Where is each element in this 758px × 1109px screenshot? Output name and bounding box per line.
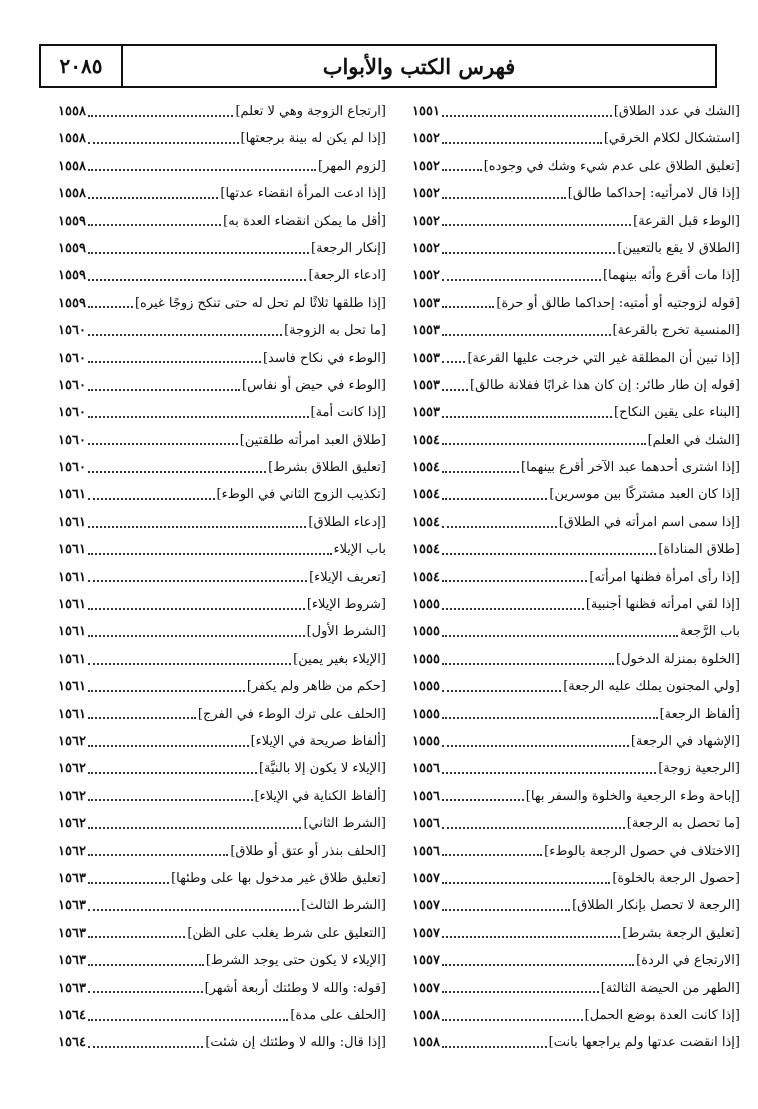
entry-title: [إذا اشترى أحدهما عبد الآخر أقرع بينهما] bbox=[521, 460, 740, 476]
entry-page-number: ١٥٥٩ bbox=[58, 240, 86, 256]
index-entry bbox=[412, 317, 740, 344]
entry-title: [حصول الرجعة بالخلوة] bbox=[612, 870, 740, 886]
entry-page-number: ١٥٦٣ bbox=[58, 953, 86, 969]
entry-page-number: ١٥٥٥ bbox=[412, 651, 440, 667]
entry-title: [ادعاء الرجعة] bbox=[308, 268, 386, 284]
entry-title: [الإيلاء لا يكون إلا بالنيَّة] bbox=[258, 761, 386, 777]
dot-leader bbox=[442, 854, 542, 856]
dot-leader bbox=[442, 580, 587, 582]
entry-page-number: ١٥٥١ bbox=[412, 104, 440, 119]
entry-page-number: ١٥٦١ bbox=[58, 679, 86, 695]
dot-leader bbox=[442, 608, 584, 610]
entry-page-number: ١٥٥٦ bbox=[412, 788, 440, 804]
entry-page-number: ١٥٥٣ bbox=[412, 323, 440, 339]
entry-page-number: ١٥٥٢ bbox=[412, 131, 440, 147]
entry-title: [إذا قال لامرأتيه: إحداكما طالق] bbox=[567, 186, 740, 202]
entry-page-number: ١٥٦٢ bbox=[58, 733, 86, 749]
index-entry bbox=[58, 618, 386, 645]
entry-page-number: ١٥٦١ bbox=[58, 514, 86, 530]
entry-title: [الشك في عدد الطلاق] bbox=[613, 104, 740, 119]
entry-title: [قوله: والله لا وطئتك أربعة أشهر] bbox=[204, 980, 386, 996]
entry-title: [إذا ادعت المرأة انقضاء عدتها] bbox=[220, 186, 386, 202]
index-entry bbox=[412, 755, 740, 782]
entry-page-number: ١٥٦١ bbox=[58, 624, 86, 640]
entry-page-number: ١٥٥٧ bbox=[412, 980, 440, 996]
entry-title: [الإيلاء بغير يمين] bbox=[293, 651, 386, 667]
entry-title: [الشرط الثاني] bbox=[303, 816, 386, 832]
entry-page-number: ١٥٥٨ bbox=[58, 104, 86, 119]
index-entry bbox=[58, 153, 386, 180]
dot-leader bbox=[442, 498, 547, 500]
dot-leader bbox=[442, 471, 519, 473]
dot-leader bbox=[442, 334, 611, 336]
entry-page-number: ١٥٥٦ bbox=[412, 843, 440, 859]
entry-page-number: ١٥٦١ bbox=[58, 651, 86, 667]
entry-title: [الإيلاء لا يكون حتى يوجد الشرط] bbox=[205, 953, 386, 969]
index-entry bbox=[412, 892, 740, 919]
entry-title: [البناء على يقين النكاح] bbox=[614, 405, 740, 421]
dot-leader bbox=[88, 799, 253, 801]
dot-leader bbox=[88, 526, 306, 528]
index-entry bbox=[412, 290, 740, 317]
entry-title: [إدعاء الطلاق] bbox=[308, 514, 386, 530]
entry-page-number: ١٥٥٦ bbox=[412, 761, 440, 777]
index-entry bbox=[58, 481, 386, 508]
dot-leader bbox=[88, 580, 307, 582]
entry-page-number: ١٥٦١ bbox=[58, 706, 86, 722]
dot-leader bbox=[442, 224, 631, 226]
index-entry bbox=[412, 783, 740, 810]
index-entry bbox=[58, 180, 386, 207]
entry-title: [ألفاظ الرجعة] bbox=[659, 706, 740, 722]
entry-page-number: ١٥٥٢ bbox=[412, 213, 440, 229]
index-entry bbox=[412, 947, 740, 974]
dot-leader bbox=[442, 526, 557, 528]
dot-leader bbox=[88, 389, 240, 391]
dot-leader bbox=[88, 745, 249, 747]
entry-page-number: ١٥٥٥ bbox=[412, 624, 440, 640]
entry-page-number: ١٥٦٣ bbox=[58, 925, 86, 941]
index-entry bbox=[412, 427, 740, 454]
entry-page-number: ١٥٦٢ bbox=[58, 761, 86, 777]
dot-leader bbox=[88, 1046, 203, 1048]
index-entry bbox=[58, 920, 386, 947]
index-entry bbox=[58, 564, 386, 591]
entry-page-number: ١٥٥٤ bbox=[412, 432, 440, 448]
index-entry bbox=[58, 208, 386, 235]
entry-page-number: ١٥٥٩ bbox=[58, 295, 86, 311]
dot-leader bbox=[442, 1019, 583, 1021]
entry-page-number: ١٥٥٣ bbox=[412, 295, 440, 311]
entry-title: [الوطء في حيض أو نفاس] bbox=[242, 377, 386, 393]
dot-leader bbox=[442, 772, 656, 774]
dot-leader bbox=[88, 663, 291, 665]
entry-title: [إذا انقضت عدتها ولم يراجعها بانت] bbox=[548, 1035, 740, 1051]
index-entry bbox=[58, 673, 386, 700]
entry-title: [إذا لم يكن له بينة برجعتها] bbox=[240, 131, 386, 147]
entry-title: [إذا تبين أن المطلقة غير التي خرجت عليها القرعة] bbox=[467, 350, 740, 366]
entry-page-number: ١٥٥٣ bbox=[412, 350, 440, 366]
index-entry bbox=[58, 701, 386, 728]
index-entry bbox=[58, 372, 386, 399]
dot-leader bbox=[88, 416, 309, 418]
entry-title: [طلاق المناداة] bbox=[658, 542, 740, 558]
dot-leader bbox=[88, 142, 239, 144]
index-entry bbox=[412, 810, 740, 837]
entry-title: [تعليق الطلاق بشرط] bbox=[268, 460, 386, 476]
index-entry bbox=[58, 646, 386, 673]
index-entry bbox=[412, 536, 740, 563]
index-entry bbox=[58, 783, 386, 810]
entry-title: [الشك في العلم] bbox=[647, 432, 740, 448]
entry-page-number: ١٥٦٣ bbox=[58, 898, 86, 914]
index-entry bbox=[412, 454, 740, 481]
dot-leader bbox=[442, 964, 634, 966]
index-entry bbox=[412, 481, 740, 508]
index-entry bbox=[58, 728, 386, 755]
entry-page-number: ١٥٦٠ bbox=[58, 323, 86, 339]
index-entry bbox=[58, 454, 386, 481]
entry-page-number: ١٥٦٠ bbox=[58, 350, 86, 366]
index-entry bbox=[58, 399, 386, 426]
dot-leader bbox=[442, 991, 599, 993]
dot-leader bbox=[88, 443, 238, 445]
entry-title: [الرجعية زوجة] bbox=[658, 761, 740, 777]
entry-title: باب الإيلاء bbox=[333, 542, 386, 558]
dot-leader bbox=[88, 936, 185, 938]
dot-leader bbox=[88, 608, 305, 610]
dot-leader bbox=[442, 799, 524, 801]
dot-leader bbox=[442, 635, 678, 637]
entry-page-number: ١٥٥٦ bbox=[412, 816, 440, 832]
entry-page-number: ١٥٥٣ bbox=[412, 405, 440, 421]
entry-page-number: ١٥٦٠ bbox=[58, 432, 86, 448]
dot-leader bbox=[88, 964, 204, 966]
dot-leader bbox=[442, 717, 658, 719]
right-column bbox=[412, 98, 740, 1083]
dot-leader bbox=[88, 635, 305, 637]
index-entry bbox=[412, 509, 740, 536]
entry-page-number: ١٥٥٢ bbox=[412, 240, 440, 256]
index-entry bbox=[412, 728, 740, 755]
index-entry bbox=[412, 564, 740, 591]
entry-page-number: ١٥٦٠ bbox=[58, 460, 86, 476]
dot-leader bbox=[442, 142, 602, 144]
page-number: ٢٠٨٥ bbox=[41, 46, 123, 86]
entry-page-number: ١٥٥٨ bbox=[58, 131, 86, 147]
dot-leader bbox=[88, 197, 218, 199]
dot-leader bbox=[442, 1046, 547, 1048]
entry-page-number: ١٥٦٠ bbox=[58, 377, 86, 393]
entry-title: [قوله إن طار طائر: إن كان هذا غرابًا ففلانة طالق] bbox=[470, 377, 740, 393]
dot-leader bbox=[88, 690, 245, 692]
dot-leader bbox=[88, 115, 234, 117]
entry-page-number: ١٥٥٢ bbox=[412, 158, 440, 174]
entry-title: [ألفاظ الكناية في الإيلاء] bbox=[254, 788, 386, 804]
entry-page-number: ١٥٦١ bbox=[58, 487, 86, 503]
entry-page-number: ١٥٥٧ bbox=[412, 953, 440, 969]
entry-page-number: ١٥٦٢ bbox=[58, 788, 86, 804]
index-entry bbox=[412, 646, 740, 673]
entry-page-number: ١٥٥٨ bbox=[58, 186, 86, 202]
index-entry bbox=[412, 235, 740, 262]
entry-page-number: ١٥٦٣ bbox=[58, 870, 86, 886]
dot-leader bbox=[88, 224, 221, 226]
entry-title: [أقل ما يمكن انقضاء العدة به] bbox=[223, 213, 386, 229]
entry-title: [تكذيب الزوج الثاني في الوطء] bbox=[216, 487, 386, 503]
dot-leader bbox=[88, 553, 332, 555]
entry-page-number: ١٥٥٩ bbox=[58, 213, 86, 229]
entry-title: [إذا سمى اسم امرأته في الطلاق] bbox=[558, 514, 740, 530]
entry-title: [الطهر من الحيضة الثالثة] bbox=[600, 980, 740, 996]
entry-title: [ما تحل به الزوجة] bbox=[284, 323, 386, 339]
entry-title: [حكم من ظاهر ولم يكفر] bbox=[246, 679, 386, 695]
entry-title: [الإشهاد في الرجعة] bbox=[630, 733, 740, 749]
index-entry bbox=[412, 1002, 740, 1029]
index-entry bbox=[412, 673, 740, 700]
dot-leader bbox=[88, 334, 282, 336]
entry-page-number: ١٥٥٧ bbox=[412, 925, 440, 941]
entry-title: [شروط الإيلاء] bbox=[306, 597, 386, 613]
index-columns bbox=[58, 98, 740, 1083]
index-entry bbox=[58, 125, 386, 152]
entry-title: [الشرط الثالث] bbox=[301, 898, 386, 914]
dot-leader bbox=[442, 827, 625, 829]
entry-title: [الرجعة لا تحصل بإنكار الطلاق] bbox=[572, 898, 740, 914]
index-entry bbox=[58, 262, 386, 289]
entry-title: [تعليق الرجعة بشرط] bbox=[622, 925, 740, 941]
dot-leader bbox=[88, 827, 302, 829]
index-entry bbox=[58, 838, 386, 865]
entry-title: [إذا لقي امرأته فظنها أجنبية] bbox=[585, 597, 740, 613]
dot-leader bbox=[88, 252, 309, 254]
index-entry bbox=[412, 208, 740, 235]
entry-page-number: ١٥٥٥ bbox=[412, 706, 440, 722]
index-entry bbox=[58, 755, 386, 782]
entry-title: [لزوم المهر] bbox=[318, 158, 386, 174]
entry-title: [الوطء قبل القرعة] bbox=[633, 213, 740, 229]
entry-title: [الشرط الأول] bbox=[306, 624, 386, 640]
entry-title: [الاختلاف في حصول الرجعة بالوطء] bbox=[544, 843, 740, 859]
dot-leader bbox=[442, 115, 612, 117]
entry-page-number: ١٥٥٨ bbox=[412, 1007, 440, 1023]
entry-title: [الوطء في نكاح فاسد] bbox=[262, 350, 386, 366]
entry-title: [ألفاظ صريحة في الإيلاء] bbox=[250, 733, 386, 749]
entry-title: [تعليق الطلاق على عدم شيء وشك في وجوده] bbox=[483, 158, 740, 174]
entry-title: [الخلوة بمنزلة الدخول] bbox=[616, 651, 740, 667]
entry-page-number: ١٥٥٤ bbox=[412, 569, 440, 585]
entry-page-number: ١٥٦٢ bbox=[58, 816, 86, 832]
entry-title: [إذا رأى امرأة فظنها امرأته] bbox=[589, 569, 740, 585]
entry-title: [طلاق العبد امرأته طلقتين] bbox=[239, 432, 386, 448]
entry-title: [الحلف على مدة] bbox=[290, 1007, 386, 1023]
dot-leader bbox=[442, 936, 620, 938]
index-entry bbox=[58, 98, 386, 125]
index-entry bbox=[412, 865, 740, 892]
entry-title: باب الرَّجعة bbox=[680, 624, 740, 640]
dot-leader bbox=[88, 854, 228, 856]
entry-page-number: ١٥٥٤ bbox=[412, 487, 440, 503]
entry-title: [التعليق على شرط يغلب على الظن] bbox=[187, 925, 386, 941]
entry-title: [إذا مات أقرع وأثه بينهما] bbox=[602, 268, 740, 284]
index-entry bbox=[58, 317, 386, 344]
entry-title: [إذا كانت أمة] bbox=[310, 405, 386, 421]
index-entry bbox=[58, 235, 386, 262]
dot-leader bbox=[442, 663, 614, 665]
entry-page-number: ١٥٥٥ bbox=[412, 679, 440, 695]
dot-leader bbox=[442, 279, 601, 281]
entry-page-number: ١٥٦١ bbox=[58, 569, 86, 585]
index-entry bbox=[58, 290, 386, 317]
dot-leader bbox=[442, 443, 646, 445]
entry-page-number: ١٥٦٤ bbox=[58, 1035, 86, 1051]
index-entry bbox=[58, 865, 386, 892]
entry-page-number: ١٥٦١ bbox=[58, 542, 86, 558]
entry-page-number: ١٥٥٣ bbox=[412, 377, 440, 393]
index-entry bbox=[412, 125, 740, 152]
dot-leader bbox=[88, 279, 307, 281]
dot-leader bbox=[88, 169, 316, 171]
dot-leader bbox=[442, 361, 466, 363]
entry-title: [إذا قال: والله لا وطئتك إن شئت] bbox=[205, 1035, 386, 1051]
entry-page-number: ١٥٥٢ bbox=[412, 268, 440, 284]
entry-page-number: ١٥٥٤ bbox=[412, 460, 440, 476]
entry-title: [ارتجاع الزوجة وهي لا تعلم] bbox=[235, 104, 386, 119]
entry-title: [تعريف الإيلاء] bbox=[309, 569, 386, 585]
entry-title: [قوله لزوجتيه أو أمتيه: إحداكما طالق أو حرة] bbox=[496, 295, 740, 311]
entry-page-number: ١٥٥٥ bbox=[412, 733, 440, 749]
dot-leader bbox=[442, 882, 610, 884]
entry-title: [الارتجاع في الردة] bbox=[636, 953, 740, 969]
dot-leader bbox=[442, 416, 612, 418]
index-entry bbox=[412, 345, 740, 372]
index-entry bbox=[58, 892, 386, 919]
dot-leader bbox=[88, 909, 299, 911]
entry-page-number: ١٥٥٤ bbox=[412, 542, 440, 558]
dot-leader bbox=[442, 553, 656, 555]
entry-title: [الحلف على ترك الوطء في الفرج] bbox=[197, 706, 386, 722]
index-entry bbox=[412, 180, 740, 207]
entry-page-number: ١٥٦١ bbox=[58, 597, 86, 613]
entry-page-number: ١٥٥٨ bbox=[412, 1035, 440, 1051]
dot-leader bbox=[88, 1019, 288, 1021]
entry-page-number: ١٥٦٤ bbox=[58, 1007, 86, 1023]
index-entry bbox=[58, 536, 386, 563]
dot-leader bbox=[88, 772, 257, 774]
dot-leader bbox=[442, 909, 570, 911]
dot-leader bbox=[88, 306, 133, 308]
index-entry bbox=[412, 153, 740, 180]
index-entry bbox=[412, 1029, 740, 1056]
entry-title: [الطلاق لا يقع بالتعيين] bbox=[617, 240, 740, 256]
dot-leader bbox=[88, 991, 203, 993]
dot-leader bbox=[88, 882, 169, 884]
index-entry bbox=[58, 975, 386, 1002]
index-entry bbox=[58, 947, 386, 974]
index-entry bbox=[412, 372, 740, 399]
index-entry bbox=[412, 975, 740, 1002]
entry-page-number: ١٥٥٢ bbox=[412, 186, 440, 202]
page-header bbox=[39, 44, 717, 88]
entry-page-number: ١٥٥٧ bbox=[412, 898, 440, 914]
index-entry bbox=[58, 509, 386, 536]
entry-page-number: ١٥٦٢ bbox=[58, 843, 86, 859]
dot-leader bbox=[88, 717, 196, 719]
index-entry bbox=[58, 591, 386, 618]
index-entry bbox=[412, 618, 740, 645]
entry-title: [إذا كان العبد مشتركًا بين موسرين] bbox=[549, 487, 740, 503]
entry-title: [إذا كانت العدة بوضع الحمل] bbox=[584, 1007, 740, 1023]
index-entry bbox=[412, 701, 740, 728]
index-entry bbox=[412, 262, 740, 289]
dot-leader bbox=[442, 169, 482, 171]
index-entry bbox=[58, 1029, 386, 1056]
entry-title: [ولي المجنون يملك عليه الرجعة] bbox=[563, 679, 740, 695]
dot-leader bbox=[88, 471, 266, 473]
left-column bbox=[58, 98, 386, 1083]
entry-title: [استشكال لكلام الخرقي] bbox=[603, 131, 740, 147]
index-entry bbox=[412, 591, 740, 618]
dot-leader bbox=[442, 252, 615, 254]
index-entry bbox=[412, 920, 740, 947]
entry-title: [إنكار الرجعة] bbox=[311, 240, 386, 256]
dot-leader bbox=[88, 498, 215, 500]
index-entry bbox=[412, 399, 740, 426]
dot-leader bbox=[442, 690, 561, 692]
entry-title: [ما تحصل به الرجعة] bbox=[626, 816, 740, 832]
entry-title: [إباحة وطء الرجعية والخلوة والسفر بها] bbox=[525, 788, 740, 804]
entry-title: [المنسية تخرج بالقرعة] bbox=[612, 323, 740, 339]
entry-page-number: ١٥٥٨ bbox=[58, 158, 86, 174]
dot-leader bbox=[442, 197, 566, 199]
index-entry bbox=[58, 1002, 386, 1029]
entry-title: [إذا طلقها ثلاثًا لم تحل له حتى تنكح زوجًا غيره] bbox=[134, 295, 386, 311]
entry-page-number: ١٥٥٧ bbox=[412, 870, 440, 886]
index-entry bbox=[58, 427, 386, 454]
index-entry bbox=[412, 98, 740, 125]
dot-leader bbox=[442, 745, 629, 747]
entry-page-number: ١٥٥٩ bbox=[58, 268, 86, 284]
page-title: فهرس الكتب والأبواب bbox=[322, 53, 516, 79]
entry-page-number: ١٥٥٥ bbox=[412, 597, 440, 613]
entry-page-number: ١٥٥٤ bbox=[412, 514, 440, 530]
dot-leader bbox=[442, 389, 468, 391]
entry-title: [الحلف بنذر أو عتق أو طلاق] bbox=[230, 843, 386, 859]
index-entry bbox=[58, 345, 386, 372]
index-entry bbox=[412, 838, 740, 865]
entry-title: [تعليق طلاق غير مدخول بها على وطئها] bbox=[171, 870, 386, 886]
entry-page-number: ١٥٦٠ bbox=[58, 405, 86, 421]
dot-leader bbox=[442, 306, 494, 308]
entry-page-number: ١٥٦٣ bbox=[58, 980, 86, 996]
index-entry bbox=[58, 810, 386, 837]
dot-leader bbox=[88, 361, 261, 363]
